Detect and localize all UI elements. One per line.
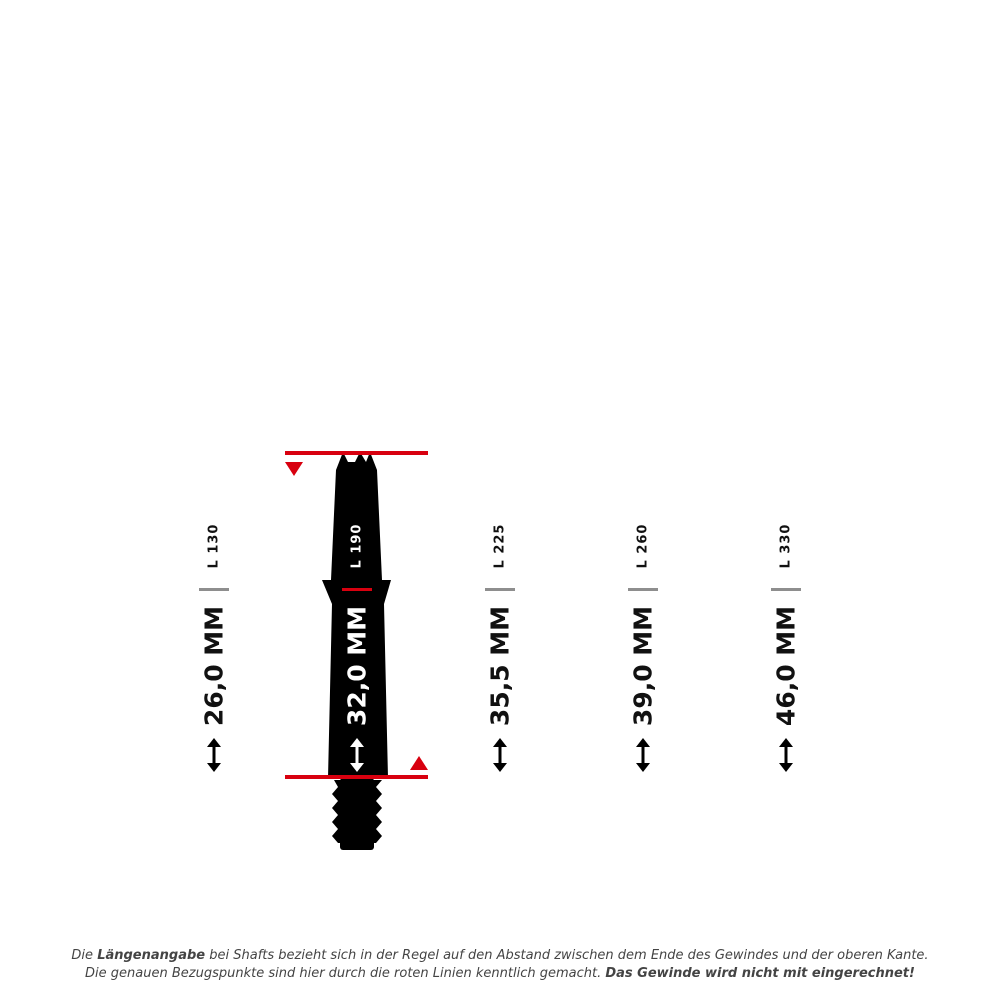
shaft-code: L 330 bbox=[778, 523, 794, 569]
shaft-code: L 190 bbox=[349, 523, 365, 569]
double-arrow-icon bbox=[205, 738, 223, 772]
footer-note-line-2 bbox=[0, 966, 1000, 981]
double-arrow-icon bbox=[348, 738, 366, 772]
shaft-length: 26,0 MM bbox=[199, 605, 229, 727]
double-arrow-icon bbox=[777, 738, 795, 772]
bottom-reference-marker bbox=[410, 756, 428, 770]
separator bbox=[485, 588, 515, 591]
separator bbox=[628, 588, 658, 591]
top-reference-marker bbox=[285, 462, 303, 476]
shaft-code: L 260 bbox=[635, 523, 651, 569]
footer-emphasis: Längenangabe bbox=[97, 948, 206, 963]
bottom-reference-line bbox=[285, 775, 428, 779]
top-reference-line bbox=[285, 451, 428, 455]
shaft-code: L 225 bbox=[492, 523, 508, 569]
footer-emphasis: Das Gewinde wird nicht mit eingerechnet! bbox=[605, 966, 915, 981]
shaft-length: 32,0 MM bbox=[342, 605, 372, 727]
shaft-code: L 130 bbox=[206, 523, 222, 569]
separator bbox=[771, 588, 801, 591]
footer-note-line-1 bbox=[0, 948, 1000, 963]
shaft-length: 39,0 MM bbox=[628, 605, 658, 727]
separator bbox=[199, 588, 229, 591]
footer-text: Die bbox=[71, 948, 98, 963]
shaft-length: 35,5 MM bbox=[485, 605, 515, 727]
footer-text: bei Shafts bezieht sich in der Regel auf den Abstand zwischen dem Ende des Gewindes und der oberen Kante. bbox=[205, 948, 929, 963]
double-arrow-icon bbox=[491, 738, 509, 772]
double-arrow-icon bbox=[634, 738, 652, 772]
shaft-length: 46,0 MM bbox=[771, 605, 801, 727]
collar-mark bbox=[342, 588, 372, 591]
footer-text: Die genauen Bezugspunkte sind hier durch die roten Linien kenntlich gemacht. bbox=[85, 966, 606, 981]
shaft-thread bbox=[332, 778, 382, 850]
